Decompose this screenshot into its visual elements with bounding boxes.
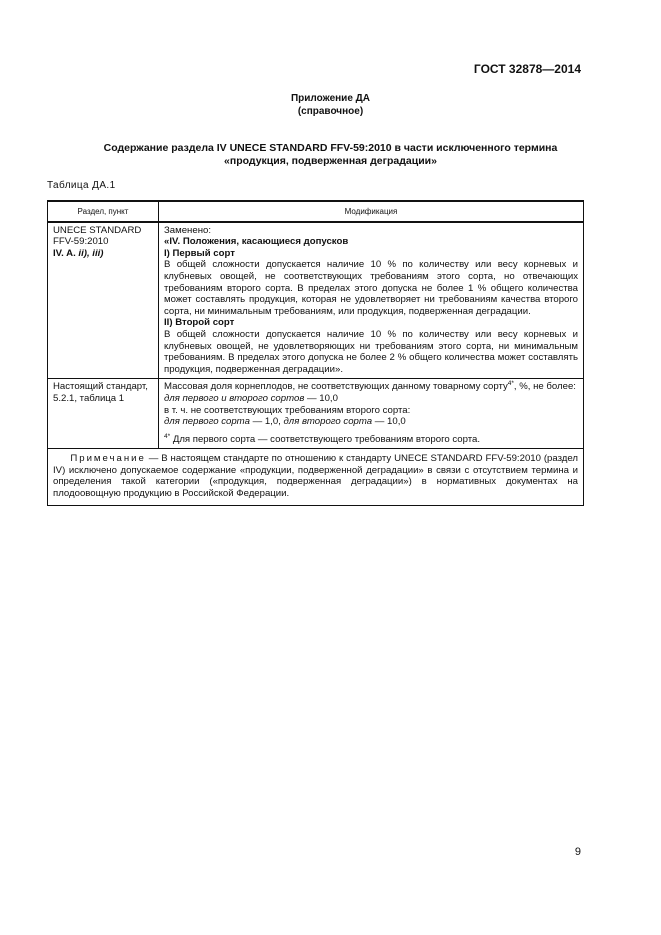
section-cell xyxy=(48,379,159,449)
note-label: Примечание xyxy=(70,453,146,465)
section-line: FFV-59:2010 xyxy=(53,236,109,248)
annex-heading xyxy=(0,92,661,118)
table-row xyxy=(48,222,584,379)
note-cell xyxy=(48,449,584,505)
replaced-label: Заменено: xyxy=(164,224,211,236)
footnote-ref: 4* xyxy=(507,380,514,388)
modification-cell xyxy=(159,222,584,379)
column-header-section: Раздел, пункт xyxy=(48,201,159,222)
second-grade-value: — 10,0 xyxy=(372,416,406,428)
section-ref-bolditalic: ii), iii) xyxy=(78,247,104,259)
first-grade-value: — 1,0, xyxy=(249,416,284,428)
note-row xyxy=(48,449,584,505)
first-grade-title: I) Первый сорт xyxy=(164,247,235,259)
section-ref-bold: IV. A. xyxy=(53,247,79,259)
mass-fraction-text xyxy=(164,381,578,393)
section-heading-line1: Содержание раздела IV UNECE STANDARD FFV-59:2010 в части исключенного термина xyxy=(103,142,558,154)
grade-values-line xyxy=(164,416,578,428)
mass-text-after: , %, не более: xyxy=(513,381,576,393)
footnote-text: Для первого сорта — соответствующего требованиям второго сорта. xyxy=(170,433,481,445)
page-number: 9 xyxy=(574,846,581,858)
first-grade-label: для первого сорта xyxy=(164,416,250,428)
section-heading xyxy=(0,142,661,168)
chapter-title: «IV. Положения, касающиеся допусков xyxy=(164,236,349,248)
section-line: 5.2.1, таблица 1 xyxy=(53,392,125,404)
second-grade-title: II) Второй сорт xyxy=(164,317,235,329)
first-second-grade-label: для первого и второго сортов xyxy=(164,392,305,404)
including-text: в т. ч. не соответствующих требованиям второго сорта: xyxy=(164,404,411,416)
column-header-modification: Модификация xyxy=(159,201,584,222)
modification-cell xyxy=(159,379,584,449)
second-grade-label: для второго сорта xyxy=(283,416,373,428)
note-text: — В настоящем стандарте по отношению к стандарту UNECE STANDARD FFV-59:2010 (раздел IV) исключено допускаемое содержание «продукции, подверженной деградации» в связи с отсутствием термина и определения такой категории («продукция, подверженная деградации») в нормативных документах на плодоовощную продукцию в Российской Федерации. xyxy=(53,453,578,500)
first-second-grade-value: — 10,0 xyxy=(304,392,338,404)
table-header-row xyxy=(48,201,584,222)
section-heading-line2: «продукция, подверженная деградации» xyxy=(224,155,437,167)
footnote xyxy=(164,434,578,446)
table-caption: Таблица ДА.1 xyxy=(47,180,116,191)
modification-table xyxy=(47,200,584,506)
first-second-grade-line xyxy=(164,393,578,405)
section-ref xyxy=(53,248,153,260)
first-grade-text: В общей сложности допускается наличие 10 % по количеству или весу корневых и клубневых овощей, не соответствующих требованиям этого сорта, но отвечающих требованиям второго сорта. В пределах этого допуска не более 1 % общего количества может составлять продукция, которая не удовлетворяет ни требованиям качества второго сорта, ни минимальным требованиям, или продукция, подверженная деградации. xyxy=(164,259,578,317)
section-line: Настоящий стандарт, xyxy=(53,381,148,393)
annex-title: Приложение ДА xyxy=(290,93,371,104)
annex-subtitle: (справочное) xyxy=(297,106,364,117)
table-row xyxy=(48,379,584,449)
section-cell xyxy=(48,222,159,379)
mass-text-before: Массовая доля корнеплодов, не соответствующих данному товарному сорту xyxy=(164,381,508,393)
footnote-mark: 4* xyxy=(164,432,171,440)
second-grade-text: В общей сложности допускается наличие 10 % по количеству или весу корневых и клубневых овощей, не удовлетворяющих ни требованиям этого сорта, ни минимальным требованиям. В пределах этого допуска не более 2 % общего количества может составлять продукция, подверженная деградации». xyxy=(164,328,578,375)
standard-code: ГОСТ 32878—2014 xyxy=(473,62,581,76)
section-line: UNECE STANDARD xyxy=(53,224,142,236)
